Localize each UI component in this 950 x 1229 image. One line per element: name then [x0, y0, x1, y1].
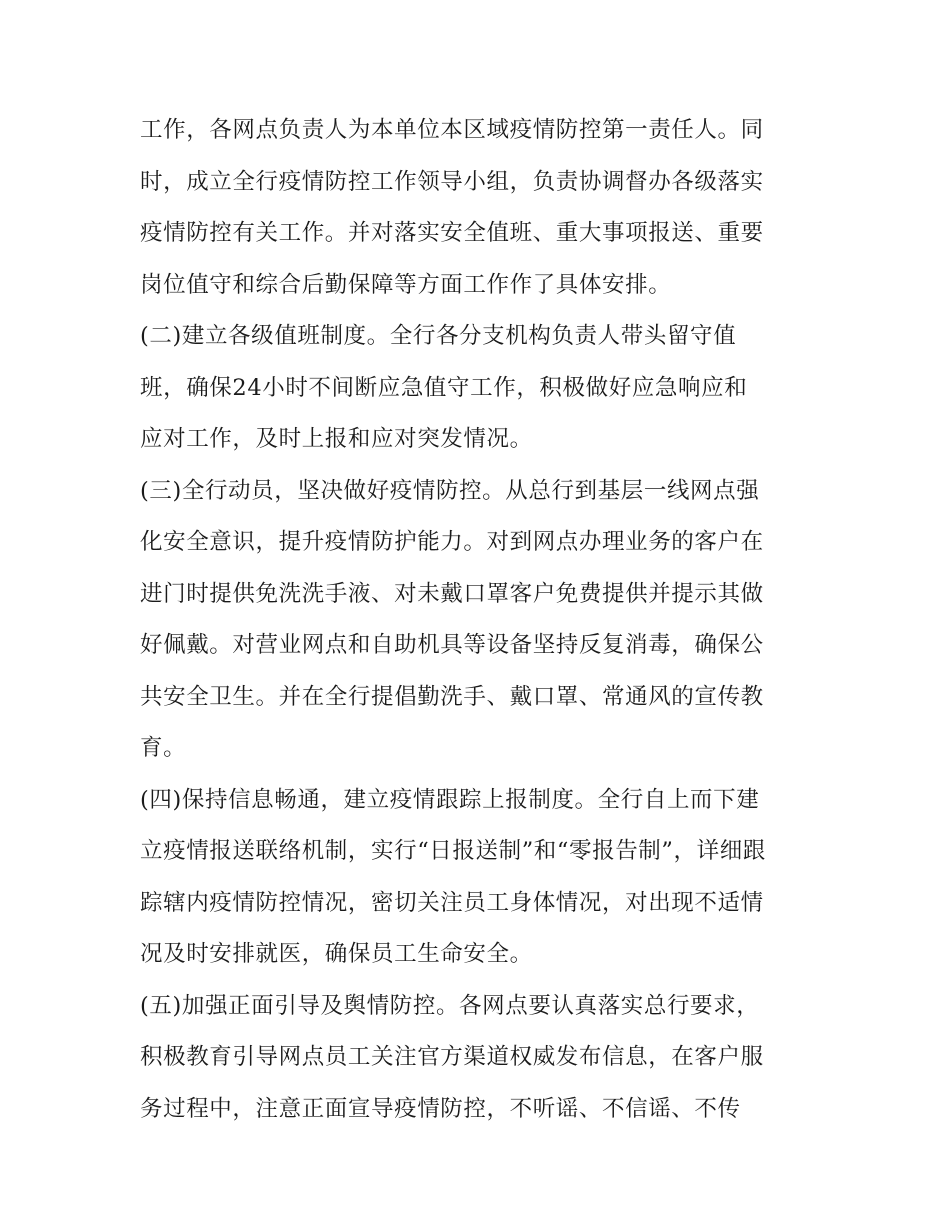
text-line: 况及时安排就医，确保员工生命安全。	[140, 941, 533, 967]
text-line: 务过程中，注意正面宣导疫情防控，不听谣、不信谣、不传	[140, 1095, 741, 1122]
text-line: 好佩戴。对营业网点和自助机具等设备坚持反复消毒，确保公	[140, 632, 764, 658]
section-heading-line: (三)全行动员，坚决做好疫情防控。从总行到基层一线网点强	[140, 477, 760, 504]
text-line: 立疫情报送联络机制，实行“日报送制”和“零报告制”，详细跟	[140, 838, 766, 864]
text-line: 疫情防控有关工作。并对落实安全值班、重大事项报送、重要	[140, 220, 764, 246]
text-line: 班，确保24小时不间断应急值守工作，积极做好应急响应和	[140, 374, 748, 401]
text-line: 应对工作，及时上报和应对突发情况。	[140, 426, 533, 452]
document-body	[140, 105, 820, 1135]
text-line: 共安全卫生。并在全行提倡勤洗手、戴口罩、常通风的宣传教	[140, 683, 764, 710]
text-line: 岗位值守和综合后勤保障等方面工作作了具体安排。	[140, 271, 672, 298]
text-line: 化安全意识，提升疫情防护能力。对到网点办理业务的客户在	[140, 529, 764, 555]
text-line: 进门时提供免洗洗手液、对未戴口罩客户免费提供并提示其做	[140, 580, 764, 607]
section-heading-line: (二)建立各级值班制度。全行各分支机构负责人带头留守值	[140, 323, 737, 349]
text-line: 积极教育引导网点员工关注官方渠道权威发布信息，在客户服	[140, 1044, 764, 1070]
text-line: 踪辖内疫情防控情况，密切关注员工身体情况，对出现不适情	[140, 889, 764, 916]
text-line: 工作，各网点负责人为本单位本区域疫情防控第一责任人。同	[140, 117, 764, 143]
section-heading-line: (四)保持信息畅通，建立疫情跟踪上报制度。全行自上而下建	[140, 786, 760, 813]
section-heading-line: (五)加强正面引导及舆情防控。各网点要认真落实总行要求，	[140, 992, 760, 1019]
text-line: 育。	[140, 735, 187, 761]
text-line: 时，成立全行疫情防控工作领导小组，负责协调督办各级落实	[140, 168, 764, 195]
